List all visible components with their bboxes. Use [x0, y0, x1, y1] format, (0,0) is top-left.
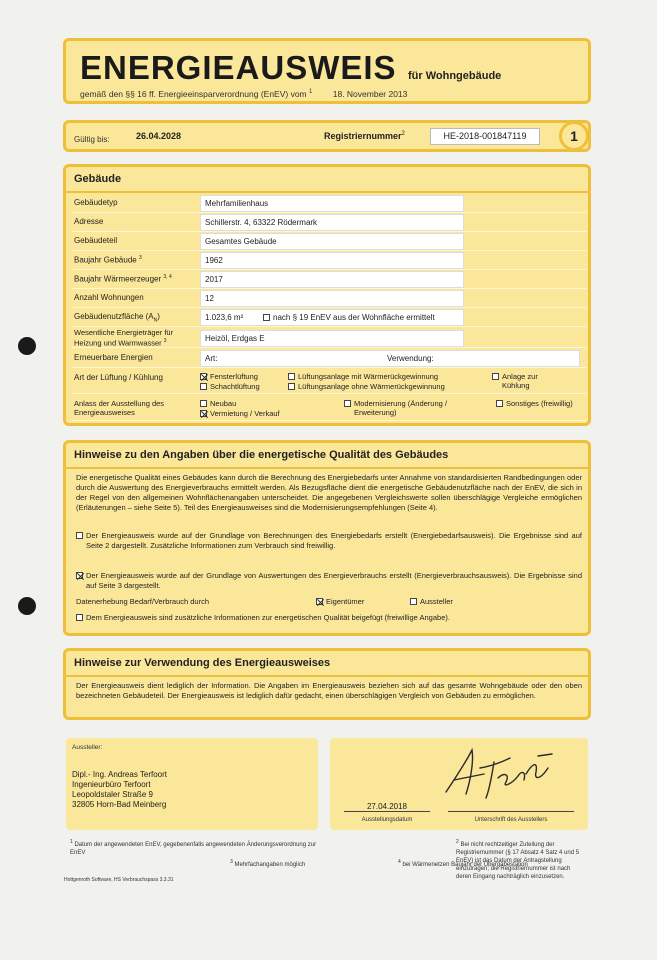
divider [66, 191, 588, 193]
vent-with-recovery[interactable]: Lüftungsanlage mit Wärmerückgewinnung [288, 372, 438, 381]
checked-icon [316, 598, 323, 605]
page-number: 1 [559, 121, 589, 151]
row-energy-carriers: Wesentliche Energieträger für Heizung und Warmwasser $^3$ Heizöl, Erdgas E [72, 328, 586, 348]
reason-rent-sale[interactable]: Vermietung / Verkauf [200, 409, 280, 418]
notes-title: Hinweise zu den Angaben über die energetische Qualität des Gebäudes [74, 449, 449, 461]
title-section [63, 38, 591, 104]
additional-info-option[interactable]: Dem Energieausweis sind zusätzliche Informationen zur energetischen Qualität beigefügt (freiwillige Angabe). [76, 613, 582, 623]
signature-box [330, 738, 588, 830]
legal-basis: gemäß den §§ 16 ff. Energieeinsparverordnung (EnEV) vom $^1$ 18. November 2013 [80, 89, 408, 99]
document-title: ENERGIEAUSWEIS [80, 49, 397, 86]
issue-date-label: Ausstellungsdatum [361, 817, 413, 823]
reason-new[interactable]: Neubau [200, 399, 236, 408]
reason-modernisation[interactable]: Modernisierung (Änderung / Erweiterung) [344, 399, 464, 417]
row-reason: Anlass der Ausstellung des Energieausweises Neubau Modernisierung (Änderung / Erweiterung) Sonstiges (freiwillig) Vermietung / Verkauf [72, 397, 586, 421]
handwritten-signature [440, 744, 560, 804]
reason-other[interactable]: Sonstiges (freiwillig) [496, 399, 576, 408]
row-floor-area: Gebäudenutzfläche $(A_N)$ 1.023,6 m² nach § 19 EnEV aus der Wohnfläche ermittelt [72, 309, 586, 327]
footnote-1: $^1$ Datum der angewendeten EnEV, gegebenenfalls angewendeten Änderungsverordnung zur EnEV [70, 839, 317, 856]
checked-icon [200, 410, 207, 417]
valid-until-value: 26.04.2028 [136, 131, 182, 141]
data-collection: Datenerhebung Bedarf/Verbrauch durch Eigentümer Aussteller [76, 597, 453, 606]
vent-window[interactable]: Fensterlüftung [200, 372, 258, 381]
vent-without-recovery[interactable]: Lüftungsanlage ohne Wärmerückgewinnung [288, 382, 445, 391]
footnote-4: $^4$ bei Wärmenetzen Baujahr der Übergabestation [398, 859, 528, 868]
signature-label: Unterschrift des Ausstellers [474, 817, 548, 823]
data-owner-option[interactable]: Eigentümer [316, 597, 364, 607]
row-apartments: Anzahl Wohnungen 12 [72, 290, 586, 308]
vent-shaft[interactable]: Schachtlüftung [200, 382, 260, 391]
data-issuer-option[interactable]: Aussteller [410, 597, 453, 607]
row-renewables: Erneuerbare Energien Art: Verwendung: [72, 350, 586, 368]
document-subtitle: für Wohngebäude [408, 70, 502, 82]
issuer-label: Aussteller: [72, 744, 103, 751]
usage-text: Der Energieausweis dient lediglich der Information. Die Angaben im Energieausweis beziehen sich auf das gesamte Wohngebäude oder den oben bezeichneten Gebäudeteil. Der Energieausweis ist lediglich dafür gedacht, einen überschlägigen Vergleich von Gebäuden zu ermöglichen. [76, 681, 582, 700]
issuer-box [66, 738, 318, 830]
footnote-2: $^2$ Bei nicht rechtzeitiger Zuteilung der Registriernummer (§ 17 Absatz 4 Satz 4 und 5 EnEV) ist das Datum der Antragstellung einzutragen; die Registriernummer ist nach deren Eingang nachträglich einzusetzen. [456, 839, 580, 880]
option-demand[interactable]: Der Energieausweis wurde auf der Grundlage von Berechnungen des Energiebedarfs erstellt (Energiebedarfsausweis). Die Ergebnisse sind auf Seite 2 dargestellt. Zusätzliche Informationen zum Verbrauch sind freiwillig. [76, 531, 582, 551]
issue-date: 27.04.2018 [344, 802, 430, 812]
validity-section [63, 120, 591, 152]
row-construction-year: Baujahr Gebäude $^3$ 1962 [72, 252, 586, 270]
building-section-title: Gebäude [74, 173, 122, 185]
row-building-type: Gebäudetyp Mehrfamilienhaus [72, 195, 586, 213]
issuer-address: Dipl.- Ing. Andreas Terfoort Ingenieurbüro Terfoort Leopoldstaler Straße 9 32805 Horn-Bad Meinberg [72, 770, 168, 809]
option-consumption[interactable]: Der Energieausweis wurde auf der Grundlage von Auswertungen des Energieverbrauchs erstellt (Energieverbrauchsausweis). Die Ergebnisse sind auf Seite 3 dargestellt. [76, 571, 582, 591]
punch-hole-bottom [18, 597, 36, 615]
registration-label: Registriernummer$^2$ [324, 131, 405, 141]
energy-quality-notes [63, 440, 591, 636]
checked-icon [200, 373, 207, 380]
usage-title: Hinweise zur Verwendung des Energieausweises [74, 657, 331, 669]
registration-number-field: HE-2018-001847119 [430, 128, 540, 145]
row-heater-year: Baujahr Wärmeerzeuger $^{3, 4}$ 2017 [72, 271, 586, 289]
row-address: Adresse Schillerstr. 4, 63322 Rödermark [72, 214, 586, 232]
building-section [63, 164, 591, 426]
software-note: Hottgenroth Software, HS Verbrauchspass 3.3.31 [64, 877, 174, 883]
valid-until-label: Gültig bis: [74, 135, 110, 144]
row-ventilation: Art der Lüftung / Kühlung Fensterlüftung Lüftungsanlage mit Wärmerückgewinnung Anlage zur Kühlung Schachtlüftung Lüftungsanlage ohne Wärmerückgewinnung [72, 370, 586, 394]
area-method-checkbox[interactable] [263, 314, 270, 321]
row-building-part: Gebäudeteil Gesamtes Gebäude [72, 233, 586, 251]
notes-intro: Die energetische Qualität eines Gebäudes kann durch die Berechnung des Energiebedarfs unter Annahme von standardisierten Randbedingungen oder durch die Auswertung des Energieverbrauchs ermittelt werden. Als Bezugsfläche dient die energetische Gebäudenutzfläche nach der EnEV, die sich in der Regel von den allgemeinen Wohnflächenangaben unterscheidet. Die angegebenen Vergleichswerte sollen überschlägige Vergleiche ermöglichen (Erläuterungen – siehe Seite 5). Teil des Energieausweises sind die Modernisierungsempfehlungen (Seite 4). [76, 473, 582, 512]
usage-notes [63, 648, 591, 720]
checked-icon [76, 572, 83, 579]
punch-hole-top [18, 337, 36, 355]
footnote-3: $^3$ Mehrfachangaben möglich [230, 859, 306, 868]
vent-cooling[interactable]: Anlage zur Kühlung [492, 372, 564, 390]
